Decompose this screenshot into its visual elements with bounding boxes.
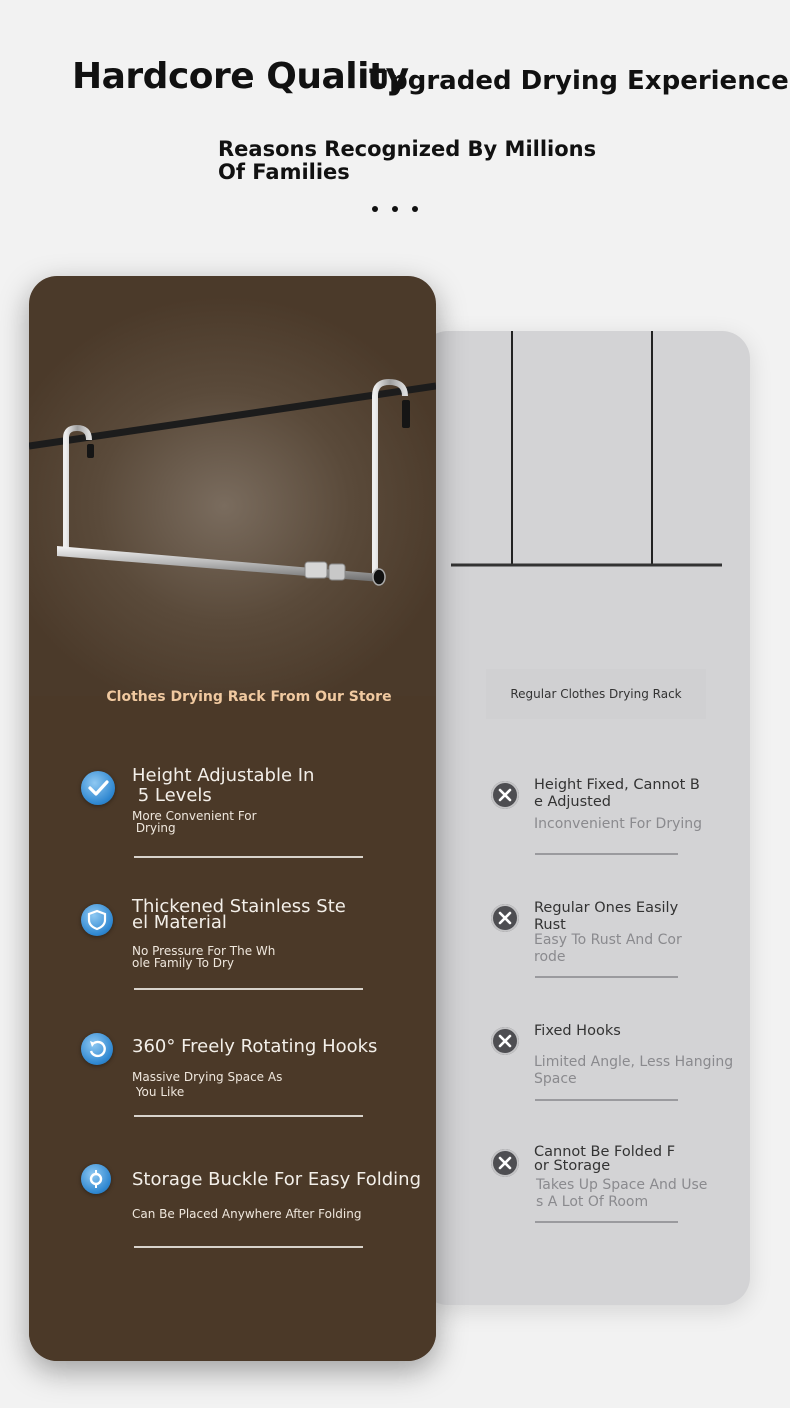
drawback-title-line: or Storage	[534, 1158, 611, 1174]
drawback-title	[534, 777, 704, 811]
feature-desc-line: You Like	[132, 1085, 185, 1099]
steel-rack-image	[29, 366, 436, 606]
shield-icon	[81, 904, 113, 936]
feature-title	[132, 1036, 378, 1057]
subtitle-line: Of Families	[218, 160, 350, 184]
divider	[134, 1115, 363, 1117]
drawback-desc-line: Limited Angle, Less Hanging	[534, 1054, 734, 1070]
feature-title-line: Storage Buckle For Easy Folding	[132, 1169, 422, 1190]
divider	[535, 1221, 678, 1223]
feature-title	[132, 766, 352, 806]
drawback-desc-line: rode	[534, 949, 566, 965]
feature-desc	[132, 810, 332, 834]
drawback-title	[534, 900, 704, 934]
divider	[535, 976, 678, 978]
drawback-title-line: Height Fixed, Cannot B	[534, 777, 700, 793]
drawback-title-line: Cannot Be Folded F	[534, 1144, 676, 1160]
drawback-desc	[534, 1054, 734, 1088]
feature-desc-line: ole Family To Dry	[132, 956, 235, 970]
our-rack-heading: Clothes Drying Rack From Our Store	[106, 689, 392, 705]
page-title-right: Upgraded Drying Experience	[368, 66, 789, 96]
rotate-icon	[81, 1033, 113, 1065]
fold-icon	[81, 1164, 111, 1194]
divider	[134, 1246, 363, 1248]
feature-desc-line: Drying	[132, 821, 176, 835]
divider	[134, 856, 363, 858]
drawback-title	[534, 1145, 704, 1173]
feature-title-line: Height Adjustable In	[132, 765, 315, 786]
drawback-desc	[534, 816, 734, 833]
feature-desc-line: Can Be Placed Anywhere After Folding	[132, 1207, 362, 1221]
drawback-title-line: e Adjusted	[534, 794, 611, 810]
our-rack-card	[29, 276, 436, 1361]
drawback-desc-line: Inconvenient For Drying	[534, 816, 703, 832]
feature-desc	[132, 945, 332, 969]
dots-divider	[372, 206, 418, 212]
dot	[392, 206, 398, 212]
dot	[372, 206, 378, 212]
drawback-desc	[534, 932, 734, 966]
feature-desc-line: No Pressure For The Wh	[132, 944, 276, 958]
page-title-left: Hardcore Quality	[72, 56, 409, 97]
divider	[134, 988, 363, 990]
drawback-title-line: Regular Ones Easily Rust	[534, 900, 679, 933]
cross-icon	[491, 1027, 519, 1055]
drawback-title	[534, 1023, 704, 1040]
cross-icon	[491, 904, 519, 932]
cross-icon	[491, 781, 519, 809]
drawback-desc-line: s A Lot Of Room	[536, 1194, 649, 1210]
divider	[535, 1099, 678, 1101]
drawback-desc	[536, 1177, 736, 1211]
dot	[412, 206, 418, 212]
check-icon	[81, 771, 115, 805]
regular-rack-image	[450, 331, 722, 571]
drawback-title-line: Fixed Hooks	[534, 1023, 621, 1039]
subtitle-line: Reasons Recognized By Millions	[218, 137, 597, 161]
feature-title	[132, 1170, 422, 1190]
divider	[535, 853, 678, 855]
feature-desc-line: Massive Drying Space As	[132, 1070, 283, 1084]
feature-title-line: 360° Freely Rotating Hooks	[132, 1036, 378, 1057]
drawback-desc-line: Space	[534, 1071, 577, 1087]
cross-icon	[491, 1149, 519, 1177]
feature-desc	[132, 1208, 392, 1220]
regular-rack-card	[420, 331, 750, 1305]
feature-title	[132, 896, 352, 933]
feature-title-line: el Material	[132, 912, 227, 933]
feature-desc-line: More Convenient For	[132, 809, 257, 823]
feature-desc	[132, 1070, 332, 1100]
drawback-desc-line: Easy To Rust And Cor	[534, 932, 682, 948]
subtitle	[218, 138, 598, 184]
regular-rack-heading: Regular Clothes Drying Rack	[486, 669, 706, 719]
feature-title-line: 5 Levels	[132, 785, 212, 806]
drawback-desc-line: Takes Up Space And Use	[536, 1177, 708, 1193]
feature-title-line: Thickened Stainless Ste	[132, 896, 346, 917]
